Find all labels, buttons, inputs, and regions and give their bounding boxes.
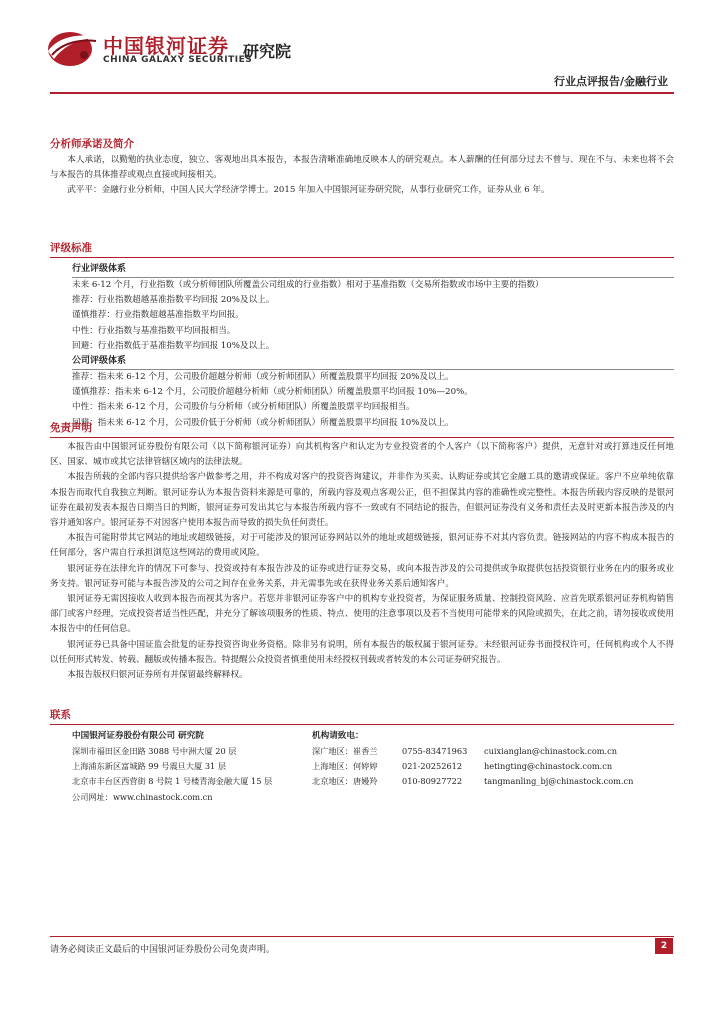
sales-email-link[interactable]: hetingting@chinastock.com.cn [484,761,613,772]
disclaimer-section [50,420,674,683]
rating-section [50,240,674,431]
company-rating-title: 公司评级体系 [72,356,127,367]
sales-contact-row [312,774,672,789]
analyst-section [50,136,674,199]
industry-rating-title: 行业评级体系 [72,264,127,274]
contact-company: 中国银河证券股份有限公司 研究院 [72,731,204,741]
analyst-commitment: 本人承诺，以勤勉的执业态度，独立、客观地出具本报告，本报告清晰准确地反映本人的研究观点。本人薪酬的任何部分过去不曾与、现在不与、未来也将不会与本报告的具体推荐或观点直接或间接相关。 [50,155,674,181]
brand-name-cn: 中国银河证券 [103,34,229,58]
sales-area: 北京地区：唐嫚羚 [312,776,378,787]
sales-title: 机构请致电： [312,731,364,741]
sales-email-link[interactable]: cuixianglan@chinastock.com.cn [484,746,618,756]
contact-sales-block [312,729,672,790]
section-title-contact: 联系 [50,709,71,721]
section-title-rating: 评级标准 [50,242,92,254]
sales-contact-row [312,744,672,759]
report-type: 行业点评报告/金融行业 [553,75,668,88]
disclaimer-paragraph: 银河证券已具备中国证监会批复的证券投资咨询业务资格。除非另有说明，所有本报告的版权属于银河证券。未经银河证券书面授权许可，任何机构或个人不得以任何形式转发、转载、翻版或传播本报告。特提醒公众投资者慎重使用未经授权刊载或者转发的本公司证券研究报告。 [50,639,674,665]
brand-name-en: CHINA GALAXY SECURITIES [103,55,253,65]
sales-area: 上海地区：何婷婷 [312,761,378,772]
page-number: 2 [655,938,673,954]
footer-divider [50,936,674,937]
brand-institute: 研究院 [243,42,292,61]
section-title-disclaimer: 免责声明 [50,422,92,434]
company-rating-line: 中性：指未来 6-12 个月，公司股价与分析师（或分析师团队）所覆盖股票平均回报相当。 [72,402,415,413]
contact-section [50,707,674,835]
sales-email-link[interactable]: tangmanling_bj@chinastock.com.cn [484,776,634,787]
industry-rating-line: 谨慎推荐：行业指数超越基准指数平均回报。 [72,310,244,321]
disclaimer-paragraph: 银河证券在法律允许的情况下可参与、投资或持有本报告涉及的证券或进行证券交易，或向本报告涉及的公司提供或争取提供包括投资银行业务在内的服务或业务支持。银河证券可能与本报告涉及的公司之间存在业务关系，并无需事先或在获得业务关系后通知客户。 [50,563,674,589]
company-website-link[interactable]: 公司网址：www.chinastock.com.cn [72,791,213,802]
sales-area: 深广地区：崔香兰 [312,746,378,756]
company-rating-line: 推荐：指未来 6-12 个月，公司股价超越分析师（或分析师团队）所覆盖股票平均回报 20%及以上。 [72,372,454,383]
disclaimer-paragraph: 本报告所载的全部内容只提供给客户做参考之用，并不构成对客户的投资咨询建议，并非作为买卖、认购证券或其它金融工具的邀请或保证。客户不应单纯依靠本报告而取代自我独立判断。银河证券认为本报告资料来源是可靠的，所载内容及观点客观公正，但不担保其内容的准确性或完整性。本报告所载内容反映的是银河证券在最初发表本报告日期当日的判断，银河证券可发出其它与本报告所载内容不一致或有不同结论的报告，但银河证券没有义务和责任去及时更新本报告涉及的内容并通知客户。银河证券不对因客户使用本报告而导致的损失负任何责任。 [50,472,674,529]
sales-phone: 0755-83471963 [402,746,468,756]
contact-address: 北京市丰台区西营街 8 号院 1 号楼青海金融大厦 15 层 [72,776,273,787]
sales-contact-row [312,759,672,774]
analyst-bio: 武平平：金融行业分析师，中国人民大学经济学博士。2015 年加入中国银河证券研究院，从事行业研究工作，证券从业 6 年。 [67,185,550,196]
section-divider [50,437,674,438]
sales-phone: 021-20252612 [402,761,463,772]
industry-rating-line: 回避：行业指数低于基准指数平均回报 10%及以上。 [72,340,275,351]
company-rating-line: 回避：指未来 6-12 个月，公司股价低于分析师（或分析师团队）所覆盖股票平均回报 10%及以上。 [72,417,454,428]
industry-rating-line: 中性：行业指数与基准指数平均回报相当。 [72,325,236,336]
disclaimer-paragraph: 银河证券无需因接收人收到本报告而视其为客户。若您并非银河证券客户中的机构专业投资者，为保证服务质量、控制投资风险、应首先联系银河证券机构销售部门或客户经理，完成投资者适当性匹配，并充分了解该项服务的性质、特点、使用的注意事项以及若不当使用可能带来的风险或损失，在此之前，请勿接收或使用本报告中的任何信息。 [50,594,674,635]
disclaimer-paragraph: 本报告版权归银河证券所有并保留最终解释权。 [67,670,248,681]
contact-address: 上海浦东新区富城路 99 号震旦大厦 31 层 [72,761,227,772]
industry-rating-line: 未来 6-12 个月，行业指数（或分析师团队所覆盖公司组成的行业指数）相对于基准指数（交易所指数或市场中主要的指数） [72,280,544,290]
galaxy-logo-icon [44,25,100,69]
sales-phone: 010-80927722 [402,776,463,787]
contact-address: 深圳市福田区金田路 3088 号中洲大厦 20 层 [72,746,237,756]
disclaimer-paragraph: 本报告由中国银河证券股份有限公司（以下简称银河证券）向其机构客户和认定为专业投资者的个人客户（以下简称客户）提供，无意针对或打算违反任何地区、国家、城市或其它法律管辖区域内的法律法规。 [50,442,674,468]
section-divider [50,257,674,258]
company-rating-line: 谨慎推荐：指未来 6-12 个月，公司股价超越分析师（或分析师团队）所覆盖股票平均回报 10%—20%。 [72,387,473,398]
industry-rating-line: 推荐：行业指数超越基准指数平均回报 20%及以上。 [72,295,275,306]
section-title-analyst: 分析师承诺及简介 [50,138,134,150]
footer-notice: 请务必阅读正文最后的中国银河证券股份公司免责声明。 [50,945,276,955]
header-divider [50,92,674,94]
disclaimer-paragraph: 本报告可能附带其它网站的地址或超级链接，对于可能涉及的银河证券网站以外的地址或超级链接，银河证券不对其内容负责。链接网站的内容不构成本报告的任何部分，客户需自行承担浏览这些网站的费用或风险。 [50,533,674,559]
